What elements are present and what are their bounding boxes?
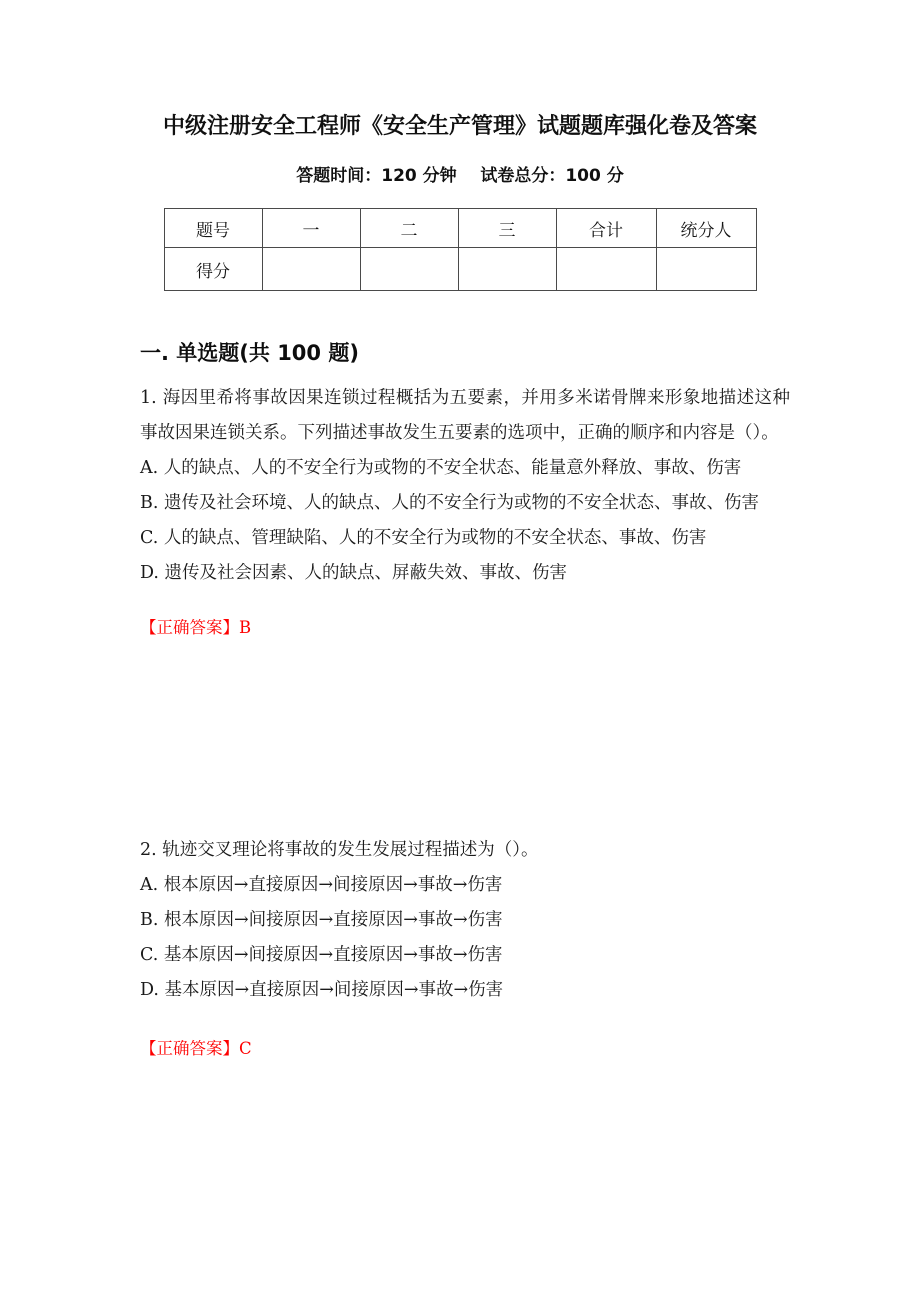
score-table-row-label: 得分 bbox=[164, 248, 262, 291]
score-table bbox=[164, 208, 757, 291]
question-stem: 1. 海因里希将事故因果连锁过程概括为五要素，并用多米诺骨牌来形象地描述这种事故因果连锁关系。下列描述事故发生五要素的选项中，正确的顺序和内容是（）。 bbox=[140, 388, 790, 443]
spacer bbox=[140, 643, 790, 833]
score-table-score-cell[interactable] bbox=[360, 248, 458, 291]
score-table-score-cell[interactable] bbox=[262, 248, 360, 291]
question-option-b[interactable]: B. 根本原因→间接原因→直接原因→事故→伤害 bbox=[140, 910, 503, 930]
question-option-d[interactable]: D. 基本原因→直接原因→间接原因→事故→伤害 bbox=[140, 980, 504, 1000]
score-table-score-cell[interactable] bbox=[656, 248, 756, 291]
question-option-d[interactable]: D. 遗传及社会因素、人的缺点、屏蔽失效、事故、伤害 bbox=[140, 563, 568, 583]
spacer bbox=[140, 591, 790, 613]
score-table-header-cell: 二 bbox=[360, 209, 458, 248]
score-table-header-cell: 统分人 bbox=[656, 209, 756, 248]
section-heading-single-choice: 一. 单选题(共 100 题) bbox=[140, 341, 359, 365]
score-table-score-cell[interactable] bbox=[556, 248, 656, 291]
exam-body bbox=[0, 339, 920, 1064]
correct-answer-label: 【正确答案】C bbox=[140, 1039, 252, 1058]
score-table-header-cell: 一 bbox=[262, 209, 360, 248]
question-option-a[interactable]: A. 根本原因→直接原因→间接原因→事故→伤害 bbox=[140, 875, 503, 895]
question-option-b[interactable]: B. 遗传及社会环境、人的缺点、人的不安全行为或物的不安全状态、事故、伤害 bbox=[140, 493, 759, 513]
spacer bbox=[140, 1008, 790, 1034]
table-row bbox=[164, 248, 756, 291]
correct-answer-label: 【正确答案】B bbox=[140, 618, 252, 637]
table-row bbox=[164, 209, 756, 248]
score-table-header-cell: 合计 bbox=[556, 209, 656, 248]
question-option-c[interactable]: C. 基本原因→间接原因→直接原因→事故→伤害 bbox=[140, 945, 503, 965]
score-table-header-cell: 题号 bbox=[164, 209, 262, 248]
question-stem: 2. 轨迹交叉理论将事故的发生发展过程描述为（）。 bbox=[140, 840, 539, 860]
score-table-header-cell: 三 bbox=[458, 209, 556, 248]
question-option-c[interactable]: C. 人的缺点、管理缺陷、人的不安全行为或物的不安全状态、事故、伤害 bbox=[140, 528, 707, 548]
exam-meta-subtitle: 答题时间：120 分钟 试卷总分：100 分 bbox=[296, 166, 624, 186]
question-option-a[interactable]: A. 人的缺点、人的不安全行为或物的不安全状态、能量意外释放、事故、伤害 bbox=[140, 458, 742, 478]
question-1 bbox=[140, 381, 790, 643]
score-table-score-cell[interactable] bbox=[458, 248, 556, 291]
score-table-container bbox=[0, 208, 920, 291]
question-2 bbox=[140, 833, 790, 1064]
page-title: 中级注册安全工程师《安全生产管理》试题题库强化卷及答案 bbox=[162, 114, 757, 139]
